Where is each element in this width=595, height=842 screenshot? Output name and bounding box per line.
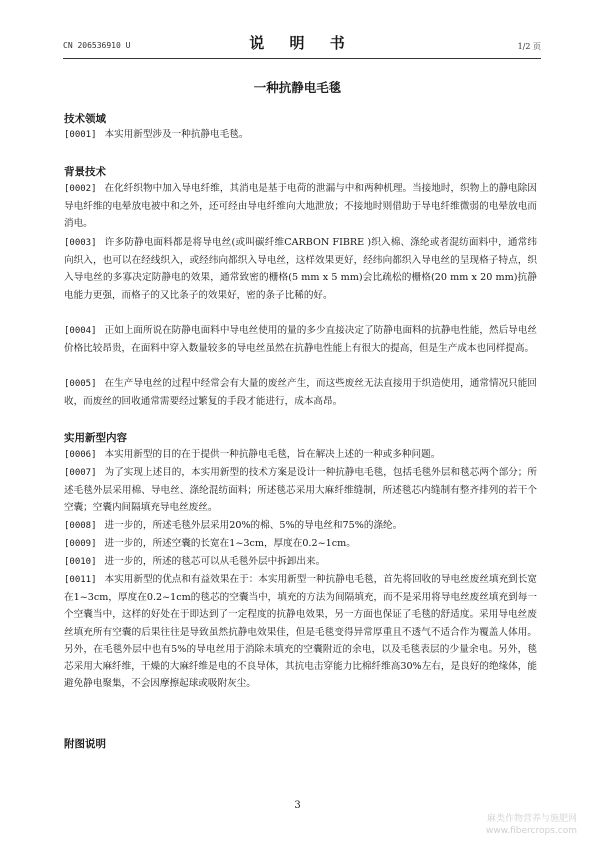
paragraph-text: 本实用新型的目的在于提供一种抗静电毛毯，旨在解决上述的一种或多种问题。 xyxy=(104,449,441,460)
paragraph-text: 进一步的，所述毛毯外层采用20%的棉、5%的导电丝和75%的涤纶。 xyxy=(104,520,403,531)
paragraph-number: [0001] xyxy=(64,130,97,140)
paragraph-number: [0009] xyxy=(64,539,97,549)
paragraph-number: [0003] xyxy=(64,238,97,248)
header-title: 说 明 书 xyxy=(249,34,355,52)
paragraph-text: 正如上面所说在防静电面料中导电丝使用的量的多少直接决定了防静电面料的抗静电性能，然后导电丝价格比较昂贵，在面料中穿入数量较多的导电丝虽然在抗静电性能上有很大的提高，但是生产成本也同样提高。 xyxy=(64,325,537,355)
document-title: 一种抗静电毛毯 xyxy=(253,80,342,95)
paragraph-text: 为了实现上述目的，本实用新型的技术方案是设计一种抗静电毛毯，包括毛毯外层和毯芯两个部分；所述毛毯外层采用棉、导电丝、涤纶混纺面料；所述毯芯采用大麻纤维缝制，所述毯芯内缝制有整齐排列的若干个空囊；空囊内间隔填充导电丝废丝。 xyxy=(64,467,537,514)
paragraph-number: [0011] xyxy=(64,575,97,585)
paragraph-text: 本实用新型的优点和有益效果在于：本实用新型一种抗静电毛毯，首先将回收的导电丝废丝填充到长宽在1~3cm，厚度在0.2~1cm的毯芯的空囊当中，填充的方法为间隔填充，而不是采用将导电丝废丝填充到每一个空囊当中，这样的好处在于即达到了一定程度的抗静电效果，另一方面也保证了毛毯的舒适度。采用导电丝废丝填充所有空囊的后果往往是导致虽然抗静电效果佳，但是毛毯变得异常厚重且不透气不适合作为覆盖人体用。另外，在毛毯外层中也有5%的导电丝用于消除未填充的空囊附近的余电，以及毛毯表层的少量余电。另外，毯芯采用大麻纤维，干燥的大麻纤维是电的不良导体，其抗电击穿能力比棉纤维高30%左右，是良好的绝缘体，能避免静电聚集，不会因摩擦起球或吸附灰尘。 xyxy=(64,574,537,690)
paragraph-number: [0006] xyxy=(64,450,97,460)
paragraph-0009 xyxy=(64,535,537,553)
section-title-background: 背景技术 xyxy=(64,166,106,178)
paragraph-0003 xyxy=(64,234,537,304)
paragraph-0005 xyxy=(64,375,537,410)
paragraph-0006 xyxy=(64,446,537,464)
paragraph-text: 许多防静电面料都是将导电丝(或叫碳纤维CARBON FIBRE )织入棉、涤纶或者混纺面料中，通常纬向织入，也可以在经线织入，或经纬向都织入导电丝，这样效果更好，经纬向都织入导电丝的呈现格子特点，织入导电丝的多寡决定防静电的效果，通常致密的栅格(5 mm x 5 mm)会比疏松的栅格(20 mm x 20 mm)抗静电能力更强，而格子的又比条子的效果好，密的条子比稀的好。 xyxy=(64,237,537,301)
paragraph-number: [0007] xyxy=(64,468,97,478)
paragraph-0004 xyxy=(64,322,537,357)
patent-number: CN 206536910 U xyxy=(63,41,131,50)
watermark xyxy=(486,813,577,837)
paragraph-number: [0010] xyxy=(64,557,97,567)
paragraph-number: [0002] xyxy=(64,184,97,194)
paragraph-number: [0008] xyxy=(64,521,97,531)
paragraph-0007 xyxy=(64,464,537,517)
paragraph-text: 进一步的，所述空囊的长宽在1~3cm，厚度在0.2~1cm。 xyxy=(104,538,356,549)
paragraph-number: [0004] xyxy=(64,326,97,336)
paragraph-text: 本实用新型涉及一种抗静电毛毯。 xyxy=(104,129,249,140)
page-number: 3 xyxy=(294,800,301,811)
paragraph-0001 xyxy=(64,126,537,144)
paragraph-text: 在化纤织物中加入导电纤维，其消电是基于电荷的泄漏与中和两种机理。当接地时，织物上的静电除因导电纤维的电晕放电被中和之外，还可经由导电纤维向大地泄放；不接地时则借助于导电纤维微弱的电晕放电而消电。 xyxy=(64,183,537,230)
paragraph-0008 xyxy=(64,517,537,535)
section-title-technical-field: 技术领域 xyxy=(64,113,106,125)
section-title-summary: 实用新型内容 xyxy=(64,432,127,444)
paragraph-number: [0005] xyxy=(64,379,97,389)
paragraph-0010 xyxy=(64,553,537,571)
section-title-drawings: 附图说明 xyxy=(64,738,106,750)
page-info: 1/2 页 xyxy=(517,42,541,51)
watermark-url: www.fibercrops.com xyxy=(486,826,577,836)
paragraph-text: 进一步的，所述的毯芯可以从毛毯外层中拆卸出来。 xyxy=(104,556,326,567)
page-header xyxy=(63,30,541,59)
paragraph-0011 xyxy=(64,571,537,692)
watermark-site-name: 麻类作物营养与施肥网 xyxy=(486,814,577,824)
paragraph-0002 xyxy=(64,180,537,233)
paragraph-text: 在生产导电丝的过程中经常会有大量的废丝产生，而这些废丝无法直接用于织造使用，通常情况只能回收，而废丝的回收通常需要经过繁复的手段才能进行，成本高昂。 xyxy=(64,378,537,408)
